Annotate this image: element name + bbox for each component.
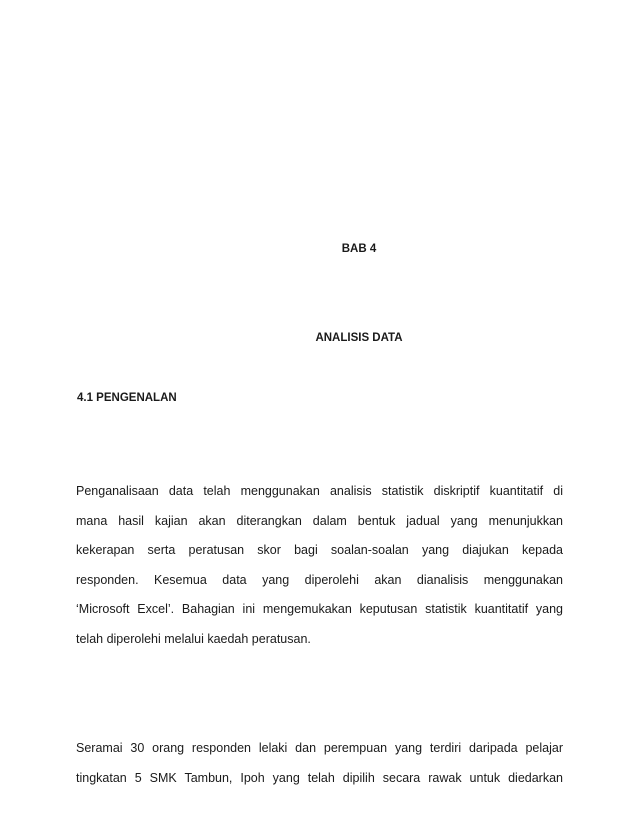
paragraph-line: responden. Kesemua data yang diperolehi akan dianalisis menggunakan	[76, 572, 563, 587]
paragraph-line: mana hasil kajian akan diterangkan dalam bentuk jadual yang menunjukkan	[76, 513, 563, 528]
paragraph-line: kekerapan serta peratusan skor bagi soalan-soalan yang diajukan kepada	[76, 543, 563, 558]
paragraph-line: ‘Microsoft Excel’. Bahagian ini mengemukakan keputusan statistik kuantitatif yang	[76, 602, 563, 617]
paragraph-line: telah diperolehi melalui kaedah peratusan.	[76, 631, 311, 646]
section-heading: 4.1 PENGENALAN	[77, 392, 177, 404]
paragraph-line: Seramai 30 orang responden lelaki dan perempuan yang terdiri daripada pelajar	[76, 741, 563, 755]
paragraph-respondents	[76, 741, 563, 800]
chapter-title: ANALISIS DATA	[315, 332, 403, 344]
paragraph-introduction	[76, 484, 563, 662]
paragraph-line: tingkatan 5 SMK Tambun, Ipoh yang telah dipilih secara rawak untuk diedarkan	[76, 770, 563, 785]
paragraph-line: Penganalisaan data telah menggunakan analisis statistik diskriptif kuantitatif di	[76, 484, 563, 498]
chapter-heading: BAB 4	[341, 243, 377, 255]
